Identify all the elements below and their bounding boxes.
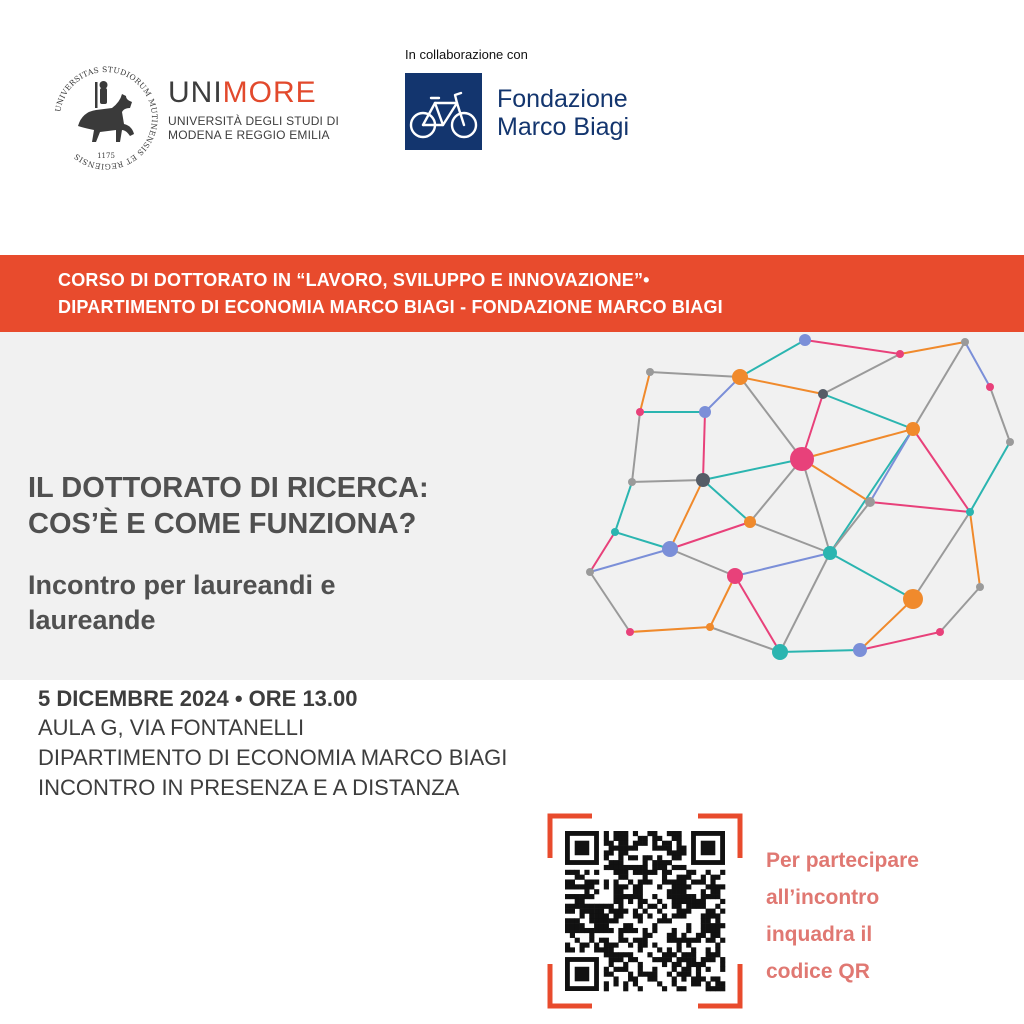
fondazione-name-line1: Fondazione	[497, 85, 628, 113]
event-title-line2: COS’È E COME FUNZIONA?	[28, 508, 417, 540]
qr-caption-line2: all’incontro	[766, 886, 880, 909]
qr-caption	[766, 842, 919, 990]
qr-caption-line4: codice QR	[766, 960, 870, 983]
course-banner-text	[58, 267, 723, 321]
unimore-name-part2: MORE	[222, 76, 317, 109]
network-head-icon	[570, 332, 1024, 680]
qr-code-icon[interactable]	[547, 813, 743, 1009]
banner-line2: DIPARTIMENTO DI ECONOMIA MARCO BIAGI - FONDAZIONE MARCO BIAGI	[58, 297, 723, 317]
event-subtitle-line1: Incontro per laureandi e	[28, 570, 336, 600]
event-location: AULA G, VIA FONTANELLI	[38, 715, 305, 740]
event-subtitle-line2: laureande	[28, 605, 156, 635]
unimore-seal-icon	[48, 60, 164, 176]
event-date-time: 5 DICEMBRE 2024 • ORE 13.00	[38, 686, 358, 711]
event-department: DIPARTIMENTO DI ECONOMIA MARCO BIAGI	[38, 745, 508, 770]
event-subtitle	[28, 568, 336, 638]
unimore-name-part1: UNI	[168, 76, 223, 109]
fondazione-name	[497, 85, 629, 141]
unimore-subtitle-line2: MODENA E REGGIO EMILIA	[168, 128, 330, 142]
bicycle-icon	[405, 73, 482, 150]
unimore-subtitle	[168, 114, 339, 142]
collaboration-label: In collaborazione con	[405, 47, 528, 62]
svg-text:1175: 1175	[97, 152, 115, 160]
event-mode: INCONTRO IN PRESENZA E A DISTANZA	[38, 775, 460, 800]
banner-line1: CORSO DI DOTTORATO IN “LAVORO, SVILUPPO E INNOVAZIONE”•	[58, 270, 650, 290]
fondazione-name-line2: Marco Biagi	[497, 113, 629, 141]
event-title	[28, 470, 429, 542]
unimore-wordmark	[168, 78, 317, 108]
unimore-subtitle-line1: UNIVERSITÀ DEGLI STUDI DI	[168, 114, 340, 128]
qr-caption-line1: Per partecipare	[766, 849, 919, 872]
event-title-line1: IL DOTTORATO DI RICERCA:	[28, 472, 429, 504]
qr-caption-line3: inquadra il	[766, 923, 873, 946]
svg-text:UNIVERSITAS STUDIORUM MUTINENS: UNIVERSITAS STUDIORUM MUTINENSIS ET REGIENSIS	[53, 64, 160, 172]
